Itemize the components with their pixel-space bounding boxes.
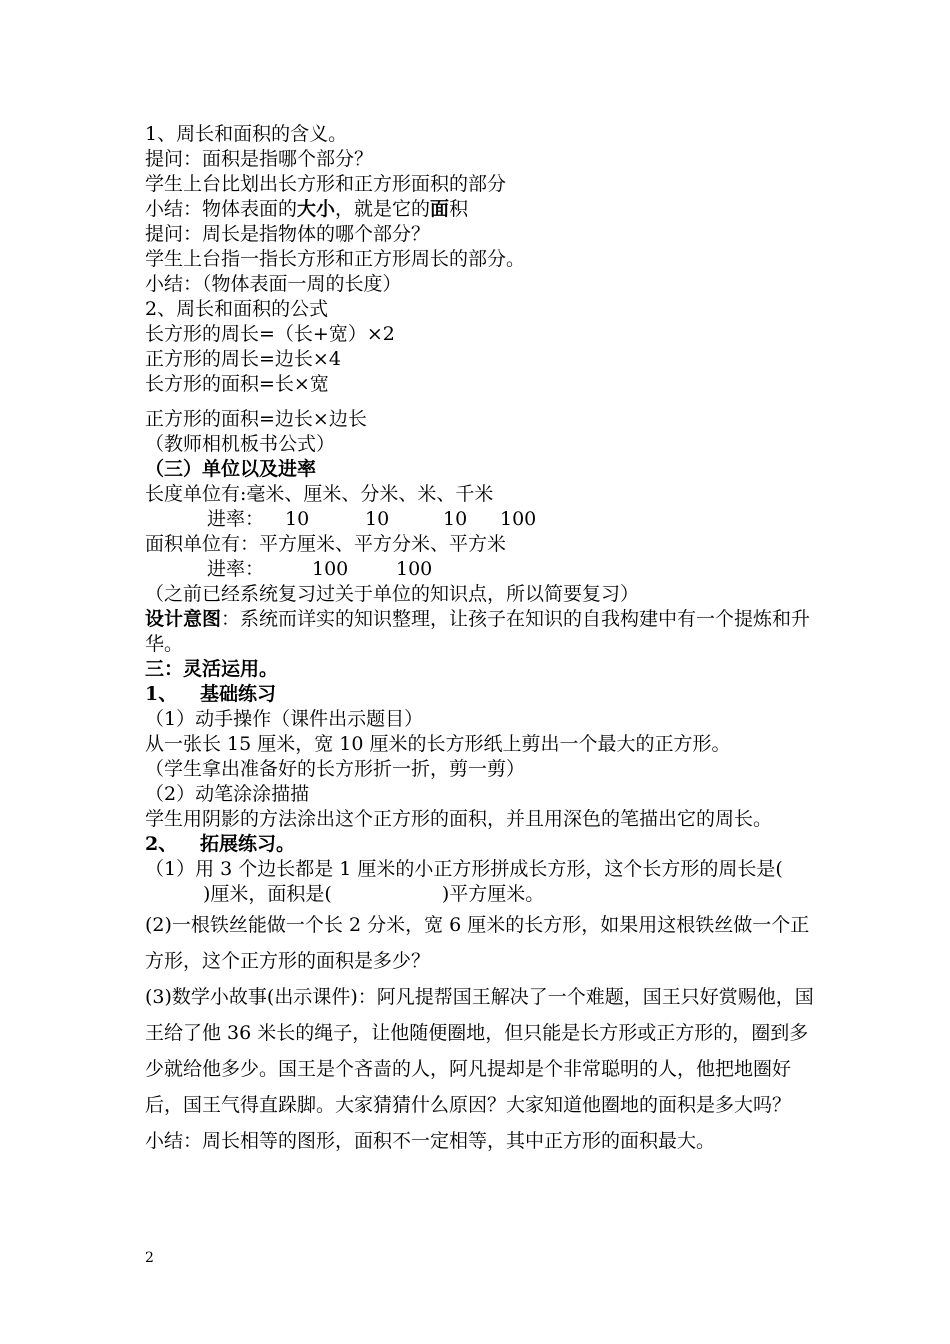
- text-line: 提问：面积是指哪个部分？: [145, 148, 374, 170]
- page-number: 2: [145, 1250, 154, 1266]
- text-line: （2）动笔涂涂描描: [145, 783, 310, 805]
- length-rates: 进率： 10 10 10 100: [207, 508, 537, 530]
- formula-line: 长方形的面积=长×宽: [145, 373, 329, 395]
- formula-line: 正方形的面积=边长×边长: [145, 408, 367, 430]
- summary-area: 小结：物体表面的大小，就是它的面积: [145, 198, 469, 220]
- text-line: （1）动手操作（课件出示题目）: [145, 708, 424, 730]
- heading-extended-practice: 2、 拓展练习。: [145, 833, 296, 855]
- heading-basic-practice: 1、 基础练习: [145, 683, 277, 705]
- summary-perimeter: 小结：（物体表面一周的长度）: [145, 273, 402, 295]
- text-line: 学生上台指一指长方形和正方形周长的部分。: [145, 248, 526, 270]
- area-units: 面积单位有：平方厘米、平方分米、平方米: [145, 533, 507, 555]
- document-body: [145, 122, 815, 1159]
- design-intent: 设计意图：系统而详实的知识整理，让孩子在知识的自我构建中有一个提炼和升华。: [145, 608, 811, 655]
- heading-meaning: 1、周长和面积的含义。: [145, 123, 348, 145]
- exercise-3-story: (3)数学小故事(出示课件)：阿凡提帮国王解决了一个难题，国王只好赏赐他，国王给了他 36 米长的绳子，让他随便圈地，但只能是长方形或正方形的，圈到多少就给他多少。国王是个吝啬的人，阿凡提却是个非常聪明的人，他把地圈好后，国王气得直跺脚。大家猜猜什么原因？大家知道他圈地的面积是多大吗？: [145, 986, 814, 1116]
- text-line: （学生拿出准备好的长方形折一折，剪一剪）: [145, 758, 526, 780]
- text-paragraph: 学生用阴影的方法涂出这个正方形的面积，并且用深色的笔描出它的周长。: [145, 808, 773, 830]
- length-units: 长度单位有:毫米、厘米、分米、米、千米: [145, 483, 494, 505]
- text-line: 学生上台比划出长方形和正方形面积的部分: [145, 173, 507, 195]
- heading-units: （三）单位以及进率: [145, 458, 317, 480]
- formula-line: 正方形的周长=边长×4: [145, 348, 341, 370]
- formula-line: 长方形的周长=（长+宽）×2: [145, 323, 395, 345]
- area-rates: 进率： 100 100: [207, 558, 433, 580]
- exercise-2: (2)一根铁丝能做一个长 2 分米，宽 6 厘米的长方形，如果用这根铁丝做一个正方形，这个正方形的面积是多少？: [145, 914, 810, 972]
- text-line: （之前已经系统复习过关于单位的知识点，所以简要复习）: [145, 583, 640, 605]
- exercise-1: （1）用 3 个边长都是 1 厘米的小正方形拼成长方形，这个长方形的周长是()厘米，面积是( )平方厘米。: [145, 858, 783, 905]
- heading-application: 三：灵活运用。: [145, 658, 279, 680]
- heading-formulas: 2、周长和面积的公式: [145, 298, 329, 320]
- text-line: （教师相机板书公式）: [145, 433, 336, 455]
- text-line: 提问：周长是指物体的哪个部分？: [145, 223, 431, 245]
- summary-conclusion: 小结：周长相等的图形，面积不一定相等，其中正方形的面积最大。: [145, 1130, 716, 1152]
- text-line: 从一张长 15 厘米，宽 10 厘米的长方形纸上剪出一个最大的正方形。: [145, 733, 731, 755]
